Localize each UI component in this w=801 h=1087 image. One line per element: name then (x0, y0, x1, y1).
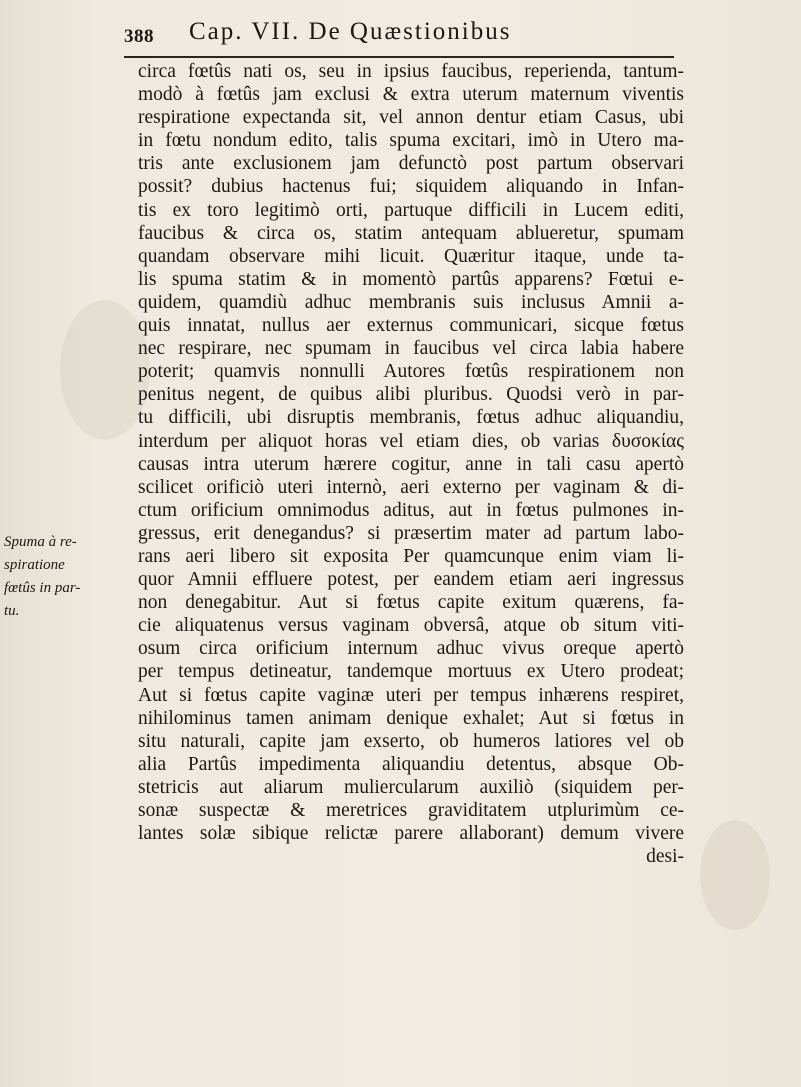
marginal-note-line: tu. (4, 603, 20, 620)
text-line: penitus negent, de quibus alibi pluribus. Quodsi verò in par- (138, 384, 684, 406)
text-line: nihilominus tamen animam denique exhalet; Aut si fœtus in (138, 707, 684, 729)
text-line: scilicet orificiò uteri internò, aeri externo per vaginam & di- (138, 476, 684, 498)
text-line: tis ex toro legitimò orti, partuque difficili in Lucem editi, (138, 199, 684, 221)
marginal-note (4, 531, 136, 623)
text-line: per tempus detineatur, tandemque mortuus ex Utero prodeat; (138, 661, 684, 683)
text-line: nec respirare, nec spumam in faucibus vel circa labia habere (138, 338, 684, 360)
text-line: non denegabitur. Aut si fœtus capite exitum quærens, fa- (138, 592, 684, 614)
paper-stain (60, 300, 150, 440)
text-line: quis innatat, nullus aer externus communicari, sicque fœtus (138, 315, 684, 337)
paper-stain (700, 820, 770, 930)
text-line: respiratione expectanda sit, vel annon dentur etiam Casus, ubi (138, 107, 684, 129)
text-line: interdum per aliquot horas vel etiam dies, ob varias δυσοκίας (138, 430, 684, 452)
running-title: Cap. VII. De Quæstionibus (189, 18, 512, 45)
text-line: lis spuma statim & in momentò partûs apparens? Fœtui e- (138, 268, 684, 290)
text-line: modò à fœtûs jam exclusi & extra uterum maternum viventis (138, 84, 684, 106)
text-line: alia Partûs impedimenta aliquandiu detentus, absque Ob- (138, 753, 684, 775)
text-line: cie aliquatenus versus vaginam obversâ, atque ob situm viti- (138, 615, 684, 637)
text-line: in fœtu nondum edito, talis spuma excitari, imò in Utero ma- (138, 130, 684, 152)
text-line: causas intra uterum hærere cogitur, anne in tali casu apertò (138, 453, 684, 475)
text-line: quidem, quamdiù adhuc membranis suis inclusus Amnii a- (138, 291, 684, 313)
text-line: desi- (646, 846, 684, 868)
text-line: tu difficili, ubi disruptis membranis, fœtus adhuc aliquandiu, (138, 407, 684, 429)
text-line: faucibus & circa os, statim antequam ablueretur, spumam (138, 222, 684, 244)
body-text (138, 60, 684, 868)
text-line: ctum orificium omnimodus aditus, aut in fœtus pulmones in- (138, 499, 684, 521)
text-line: sonæ suspectæ & meretrices graviditatem utplurimùm ce- (138, 800, 684, 821)
text-line: lantes solæ sibique relictæ parere allaborant) demum vivere (138, 823, 684, 845)
marginal-note-line: fœtûs in par- (4, 580, 81, 597)
marginal-note-line: spiratione (4, 557, 65, 574)
marginal-note-line: Spuma à re- (4, 534, 77, 550)
text-line: stetricis aut aliarum muliercularum auxiliò (siquidem per- (138, 776, 684, 798)
text-line: quor Amnii effluere potest, per eandem etiam aeri ingressus (138, 569, 684, 591)
text-line: tris ante exclusionem jam defunctò post partum observari (138, 153, 684, 175)
text-line: quandam observare mihi licuit. Quæritur itaque, unde ta- (138, 245, 684, 267)
text-line: poterit; quamvis nonnulli Autores fœtûs respirationem non (138, 361, 684, 383)
text-line: circa fœtûs nati os, seu in ipsius faucibus, reperienda, tantum- (138, 61, 684, 82)
text-line: situ naturali, capite jam exserto, ob humeros latiores vel ob (138, 730, 684, 752)
text-line: gressus, erit denegandus? si præsertim mater ad partum labo- (138, 522, 684, 544)
text-line: osum circa orificium internum adhuc vivus oreque apertò (138, 638, 684, 660)
page-number: 388 (124, 26, 154, 47)
page-header (124, 12, 684, 52)
text-line: rans aeri libero sit exposita Per quamcunque enim viam li- (138, 545, 684, 567)
text-line: Aut si fœtus capite vaginæ uteri per tempus inhærens respiret, (138, 684, 684, 706)
text-line: possit? dubius hactenus fui; siquidem aliquando in Infan- (138, 176, 684, 198)
header-rule (124, 56, 674, 58)
